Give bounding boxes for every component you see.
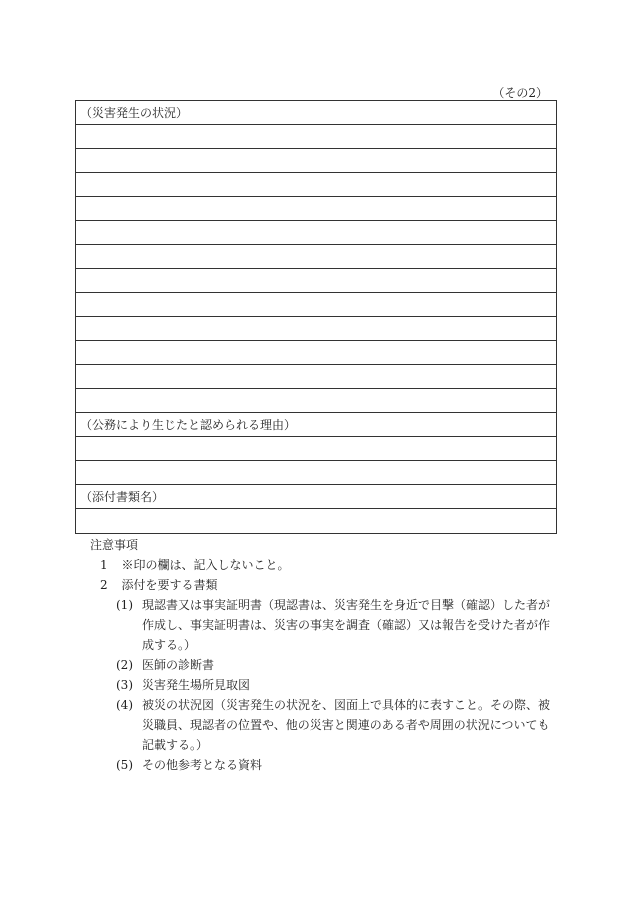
note-subitem [116,675,560,695]
attachment-heading-row: （添付書類名） [76,485,556,509]
disaster-entry-line[interactable] [76,389,556,413]
note-subitem-number: (1) [116,598,133,612]
note-subitem [116,755,560,775]
note-subitem-number: (3) [116,678,133,692]
note-item-2 [100,575,560,595]
note-item-1-number: 1 [100,558,108,572]
note-item-1 [100,555,560,575]
note-subitem-text: 現認書又は事実証明書（現認書は、災害発生を身近で目撃（確認）した者が作成し、事実証明書は、災害の事実を調査（確認）又は報告を受けた者が作成する。） [142,598,551,652]
note-subitem [116,695,560,755]
note-subitem-number: (4) [116,698,133,712]
disaster-entry-line[interactable] [76,125,556,149]
note-item-1-text: ※印の欄は、記入しないこと。 [121,558,290,572]
disaster-entry-line[interactable] [76,197,556,221]
note-item-2-text: 添付を要する書類 [121,578,218,592]
note-subitem-text: 災害発生場所見取図 [142,678,251,692]
disaster-entry-line[interactable] [76,341,556,365]
disaster-entry-line[interactable] [76,221,556,245]
disaster-entry-line[interactable] [76,149,556,173]
form-table [75,100,557,534]
note-subitem-text: 被災の状況図（災害発生の状況を、図面上で具体的に表すこと。その際、被災職員、現認者の位置や、他の災害と関連のある者や周囲の状況についても記載する。） [142,698,551,752]
reason-entry-line[interactable] [76,437,556,461]
note-subitem-text: その他参考となる資料 [142,758,263,772]
disaster-heading-row: （災害発生の状況） [76,101,556,125]
page-label: （その2） [492,86,548,100]
notes-section [90,535,560,775]
disaster-entry-line[interactable] [76,365,556,389]
notes-title: 注意事項 [90,538,139,552]
disaster-entry-line[interactable] [76,317,556,341]
note-subitem-text: 医師の診断書 [142,658,215,672]
note-subitem-number: (5) [116,758,133,772]
reason-heading-row: （公務により生じたと認められる理由） [76,413,556,437]
disaster-entry-line[interactable] [76,173,556,197]
note-subitem [116,595,560,655]
note-subitem-number: (2) [116,658,133,672]
note-item-2-number: 2 [100,578,108,592]
reason-entry-line[interactable] [76,461,556,485]
disaster-entry-line[interactable] [76,245,556,269]
note-subitem [116,655,560,675]
disaster-entry-line[interactable] [76,269,556,293]
attachment-entry-line[interactable] [76,509,556,533]
disaster-entry-line[interactable] [76,293,556,317]
